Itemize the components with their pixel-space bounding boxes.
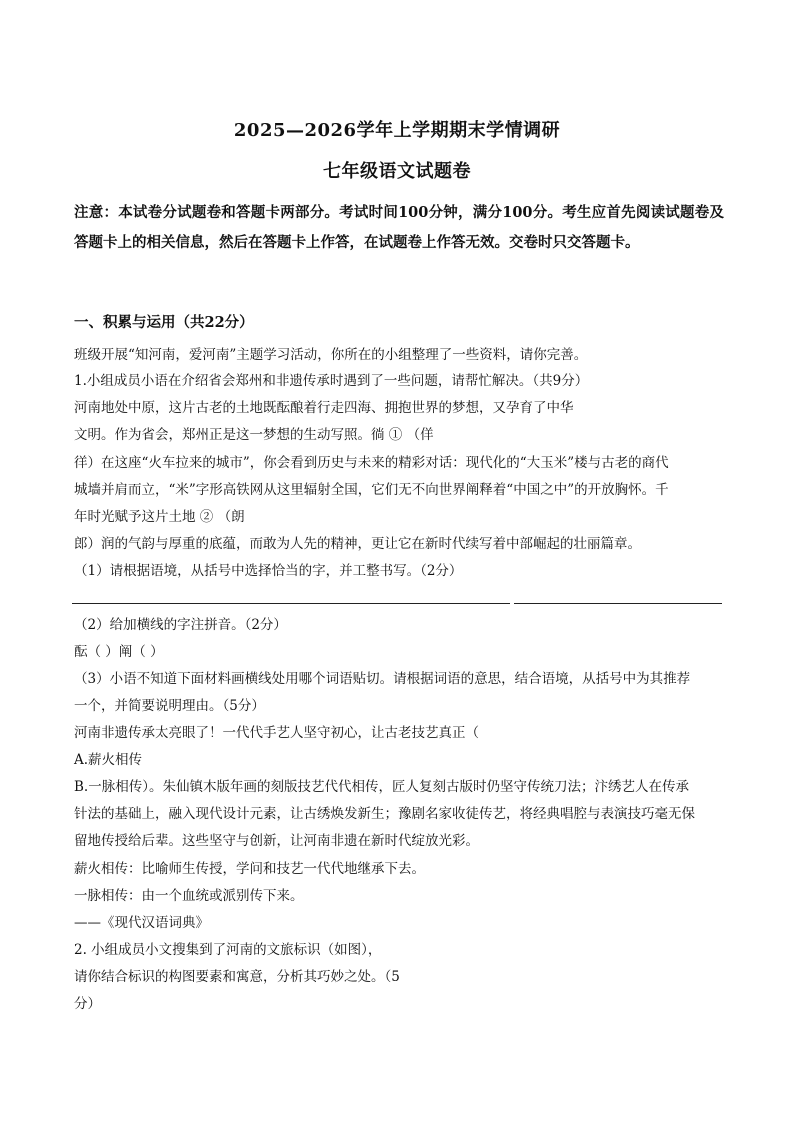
exam-subtitle: 七年级语文试题卷 bbox=[323, 161, 471, 182]
material-line: 河南非遗传承太亮眼了！一代代手艺人坚守初心，让古老技艺真正（ bbox=[74, 725, 479, 741]
question-2: 2. 小组成员小文搜集到了河南的文旅标识（如图）， bbox=[74, 942, 382, 958]
answer-line-2[interactable] bbox=[514, 603, 722, 604]
passage-line: 郎）润的气韵与厚重的底蕴，而敢为人先的精神，更让它在新时代续写着中部崛起的壮丽篇章。 bbox=[74, 536, 641, 552]
exam-notice: 注意：本试卷分试题卷和答题卡两部分。考试时间100分钟，满分100分。考生应首先阅读试题卷及答题卡上的相关信息，然后在答题卡上作答，在试题卷上作答无效。交卷时只交答题卡。 bbox=[74, 204, 724, 251]
question-1-2: （2）给加横线的字注拼音。（2分） bbox=[74, 617, 287, 633]
passage-line: 文明。作为省会，郑州正是这一梦想的生动写照。徜 ① （佯 bbox=[74, 427, 434, 443]
question-1: 1.小组成员小语在介绍省会郑州和非遗传承时遇到了一些问题，请帮忙解决。（共9分） bbox=[74, 373, 589, 389]
option-b: B.一脉相传）。朱仙镇木版年画的刻版技艺代代相传，匠人复刻古版时仍坚守传统刀法；汴绣艺人在传承 bbox=[74, 779, 689, 795]
material-line: 留地传授给后辈。这些坚守与创新，让河南非遗在新时代绽放光彩。 bbox=[74, 833, 479, 849]
question-1-3: （3）小语不知道下面材料画横线处用哪个词语贴切。请根据词语的意思，结合语境，从括号中为其推荐 bbox=[74, 671, 691, 687]
answer-line-1[interactable] bbox=[72, 603, 510, 604]
section-heading: 一、积累与运用（共22分） bbox=[74, 314, 254, 331]
passage-line: 河南地处中原，这片古老的土地既酝酿着行走四海、拥抱世界的梦想，又孕育了中华 bbox=[74, 400, 574, 416]
passage-line: 年时光赋予这片土地 ② （朗 bbox=[74, 509, 245, 525]
question-2-cont: 请你结合标识的构图要素和寓意，分析其巧妙之处。（5 bbox=[74, 969, 400, 985]
intro-line: 班级开展“知河南，爱河南”主题学习活动，你所在的小组整理了一些资料，请你完善。 bbox=[74, 347, 588, 363]
question-2-score: 分） bbox=[74, 996, 101, 1012]
material-line: 针法的基础上，融入现代设计元素，让古绣焕发新生；豫剧名家收徒传艺，将经典唱腔与表演技巧毫无保 bbox=[74, 806, 695, 822]
passage-line: 城墙并肩而立，“米”字形高铁网从这里辐射全国，它们无不向世界阐释着“中国之中”的开放胸怀。千 bbox=[74, 482, 669, 498]
question-1-3-cont: 一个，并简要说明理由。（5分） bbox=[74, 698, 265, 714]
definition-1: 薪火相传：比喻师生传授，学问和技艺一代代地继承下去。 bbox=[74, 861, 425, 877]
dictionary-source: ——《现代汉语词典》 bbox=[74, 915, 209, 931]
exam-title: 2025—2026学年上学期期末学情调研 bbox=[233, 120, 561, 141]
option-a: A.薪火相传 bbox=[74, 752, 143, 768]
pinyin-blanks: 酝（ ）阐（ ） bbox=[74, 644, 164, 660]
passage-line: 徉）在这座“火车拉来的城市”，你会看到历史与未来的精彩对话：现代化的“大玉米”楼与古老的商代 bbox=[74, 455, 669, 471]
definition-2: 一脉相传：由一个血统或派别传下来。 bbox=[74, 888, 304, 904]
question-1-1: （1）请根据语境，从括号中选择恰当的字，并工整书写。（2分） bbox=[74, 563, 463, 579]
